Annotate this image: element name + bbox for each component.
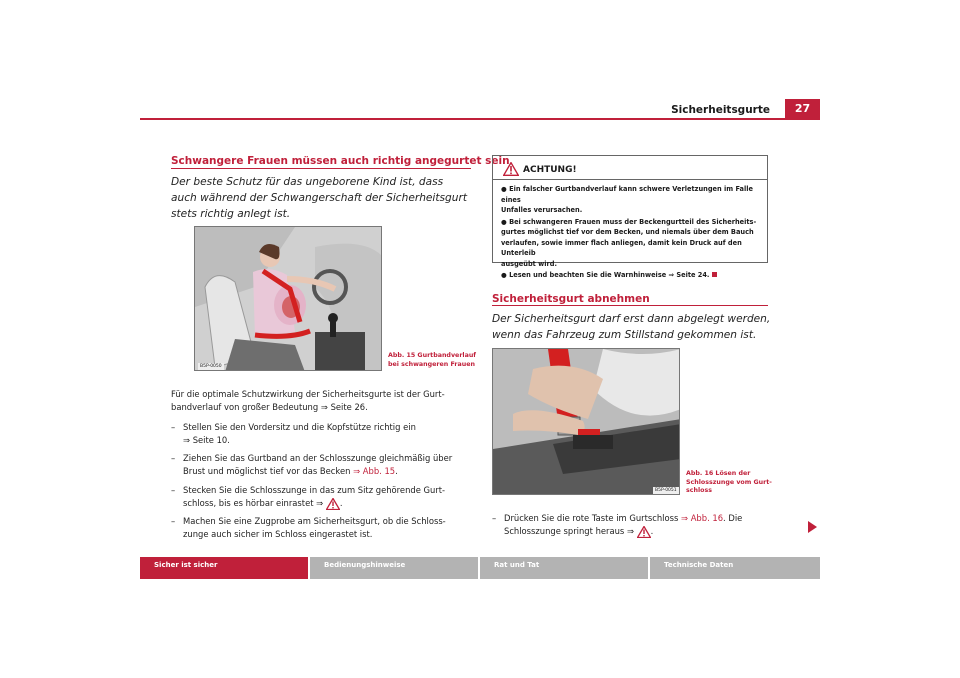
warning-bullet: ● Lesen und beachten Sie die Warnhinweise ⇒ Seite 24. [501,270,763,281]
section-heading-pregnant: Schwangere Frauen müssen auch richtig angegurtet sein [171,155,510,167]
footer-tab-sicher[interactable]: Sicher ist sicher [140,557,308,579]
intro-paragraph: Für die optimale Schutzwirkung der Sicherheitsgurte ist der Gurt- bandverlauf von großer Bedeutung ⇒ Seite 26. [171,389,445,412]
warning-box [492,155,768,279]
running-header-title: Sicherheitsgurte [671,104,770,116]
warning-bullet: ● Ein falscher Gurtbandverlauf kann schwere Verletzungen im Falle eines Unfalles verursachen. [501,185,753,214]
warning-triangle-icon [503,162,519,176]
figure-reference-link[interactable]: Abb. 15 [362,466,396,476]
figure-reference-link[interactable]: Abb. 16 [690,513,724,523]
page-number: 27 [785,99,820,119]
belt-buckle-illustration [493,349,680,495]
pregnant-woman-illustration [195,227,382,371]
figure-caption: Abb. 15 Gurtbandverlauf bei schwangeren Frauen [388,352,477,368]
header-rule [140,118,820,120]
next-page-arrow-icon[interactable] [808,521,817,533]
warning-bullets [501,184,763,282]
list-item: – Machen Sie eine Zugprobe am Sicherheitsgurt, ob die Schloss- zunge auch sicher im Schloss eingerastet ist. [171,516,446,539]
list-item: – Drücken Sie die rote Taste im Gurtschloss ⇒ Abb. 16. Die Schlosszunge springt heraus ⇒ . [492,513,743,536]
figure-caption: Abb. 16 Lösen der Schlosszunge vom Gurt- schloss [686,470,772,494]
arrow-symbol: ⇒ [320,402,328,412]
footer-tab-bedienung[interactable]: Bedienungshinweise [310,557,478,579]
warning-title: ACHTUNG! [523,165,577,175]
section-heading-rule [171,168,471,169]
arrow-symbol: ⇒ [668,271,675,279]
arrow-symbol: ⇒ [353,466,361,476]
list-item: – Stellen Sie den Vordersitz und die Kopfstütze richtig ein ⇒ Seite 10. [171,422,416,445]
section-end-marker [712,272,717,277]
arrow-symbol: ⇒ [681,513,689,523]
warning-triangle-icon [637,526,651,538]
figure-belt-buckle-release [492,348,680,495]
list-item: – Stecken Sie die Schlosszunge in das zum Sitz gehörende Gurt- schloss, bis es hörbar einrastet ⇒ . [171,485,446,508]
section-heading-rule [492,305,768,306]
warning-bullet: ● Bei schwangeren Frauen muss der Beckengurtteil des Sicherheits- gurtes möglichst tief vor dem Becken, und niemals über dem Bauch verlaufen, sowie immer flach anliegen, damit kein Druck auf den Unterleib ausgeübt wird. [501,217,757,268]
arrow-symbol: ⇒ [316,498,324,508]
warning-triangle-icon [326,498,340,510]
section-heading-unfasten: Sicherheitsgurt abnehmen [492,293,650,305]
footer-tab-technische-daten[interactable]: Technische Daten [650,557,820,579]
figure-code: B5P-0051 [655,488,677,493]
footer-nav [140,557,820,579]
arrow-symbol: ⇒ [183,435,191,445]
warning-divider [493,179,767,180]
footer-tab-rat-und-tat[interactable]: Rat und Tat [480,557,648,579]
figure-pregnant-woman-seatbelt [194,226,382,371]
list-item: – Ziehen Sie das Gurtband an der Schlosszunge gleichmäßig über Brust und möglichst tief vor das Becken ⇒ Abb. 15. [171,453,453,476]
arrow-symbol: ⇒ [626,526,634,536]
figure-code: B5P-0050 [200,364,222,369]
section-lead-text: Der beste Schutz für das ungeborene Kind ist, dass auch während der Schwangerschaft der Sicherheitsgurt stets richtig anlegt ist. [171,176,467,220]
section-lead-text: Der Sicherheitsgurt darf erst dann abgelegt werden, wenn das Fahrzeug zum Stillstand gekommen ist. [492,313,771,341]
